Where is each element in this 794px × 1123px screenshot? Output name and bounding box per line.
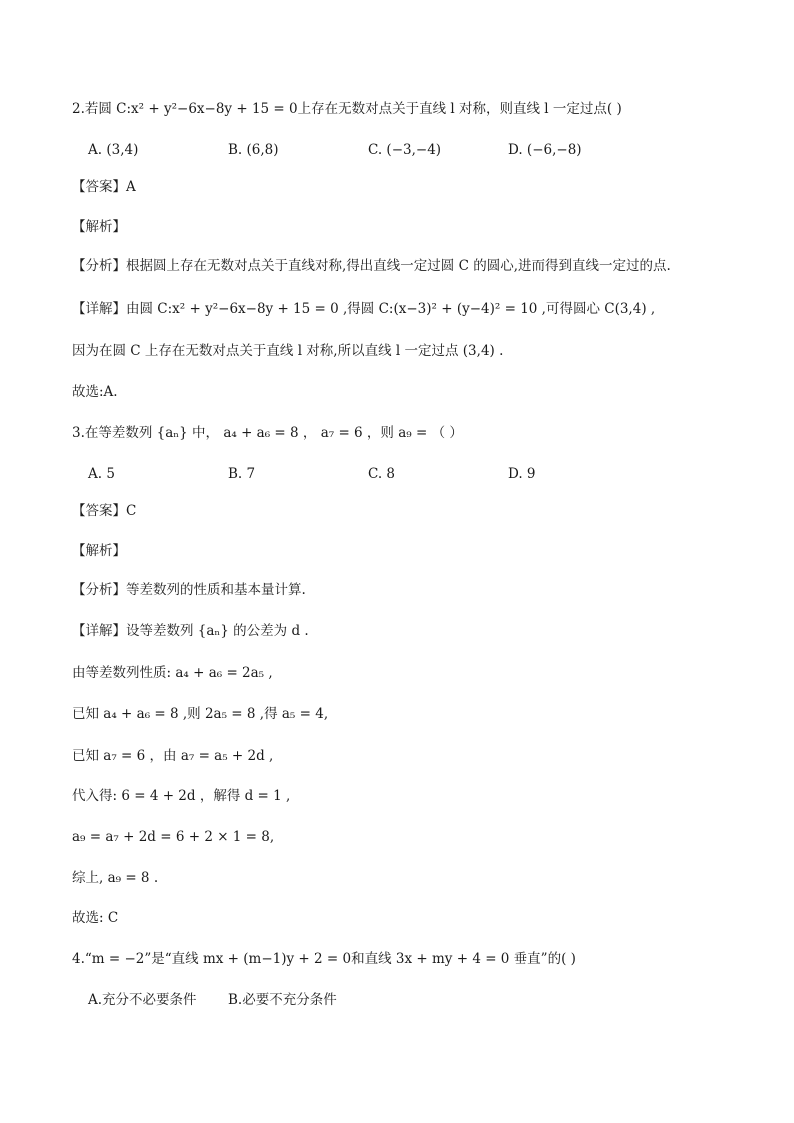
q3-step: 代入得: 6 = 4 + 2d ，解得 d = 1 , xyxy=(72,788,291,804)
q3-analysis: 【分析】等差数列的性质和基本量计算. xyxy=(72,582,306,598)
q3-stem: 3.在等差数列 {aₙ} 中， a₄ + a₆ = 8 ， a₇ = 6 ，则 a₉ = （ ） xyxy=(72,425,463,441)
q4-option-b: B.必要不充分条件 xyxy=(228,992,337,1008)
q3-option-d: D. 9 xyxy=(508,466,536,482)
q2-detail: 【详解】由圆 C:x² + y²−6x−8y + 15 = 0 ,得圆 C:(x−3)² + (y−4)² = 10 ,可得圆心 C(3,4) , xyxy=(72,301,656,317)
q3-option-a: A. 5 xyxy=(88,466,115,482)
q3-answer: 【答案】C xyxy=(72,503,137,519)
q3-step: 由等差数列性质: a₄ + a₆ = 2a₅ , xyxy=(72,665,273,681)
q2-option-a: A. (3,4) xyxy=(88,142,139,158)
q3-step: 综上, a₉ = 8 . xyxy=(72,870,159,886)
q3-step: a₉ = a₇ + 2d = 6 + 2 × 1 = 8, xyxy=(72,829,275,845)
q3-option-b: B. 7 xyxy=(228,466,256,482)
q2-option-c: C. (−3,−4) xyxy=(368,142,442,158)
q4-stem: 4.“m = −2”是“直线 mx + (m−1)y + 2 = 0和直线 3x + my + 4 = 0 垂直”的( ) xyxy=(72,951,576,967)
q3-detail: 【详解】设等差数列 {aₙ} 的公差为 d . xyxy=(72,623,309,639)
q3-step: 已知 a₄ + a₆ = 8 ,则 2a₅ = 8 ,得 a₅ = 4, xyxy=(72,706,329,722)
q3-option-c: C. 8 xyxy=(368,466,396,482)
q2-option-b: B. (6,8) xyxy=(228,142,279,158)
q2-analysis: 【分析】根据圆上存在无数对点关于直线对称,得出直线一定过圆 C 的圆心,进而得到直线一定过的点. xyxy=(72,258,671,274)
q2-option-d: D. (−6,−8) xyxy=(508,142,582,158)
q3-step: 已知 a₇ = 6 ，由 a₇ = a₅ + 2d , xyxy=(72,748,274,764)
q2-analysis-header: 【解析】 xyxy=(72,219,126,235)
q4-option-a: A.充分不必要条件 xyxy=(88,992,197,1008)
q2-stem: 2.若圆 C:x² + y²−6x−8y + 15 = 0上存在无数对点关于直线 l 对称，则直线 l 一定过点( ) xyxy=(72,101,622,117)
q3-choose: 故选: C xyxy=(72,910,119,926)
q2-detail-2: 因为在圆 C 上存在无数对点关于直线 l 对称,所以直线 l 一定过点 (3,4) . xyxy=(72,343,504,359)
q3-analysis-header: 【解析】 xyxy=(72,543,126,559)
q2-answer: 【答案】A xyxy=(72,179,136,195)
q2-choose: 故选:A. xyxy=(72,384,118,400)
